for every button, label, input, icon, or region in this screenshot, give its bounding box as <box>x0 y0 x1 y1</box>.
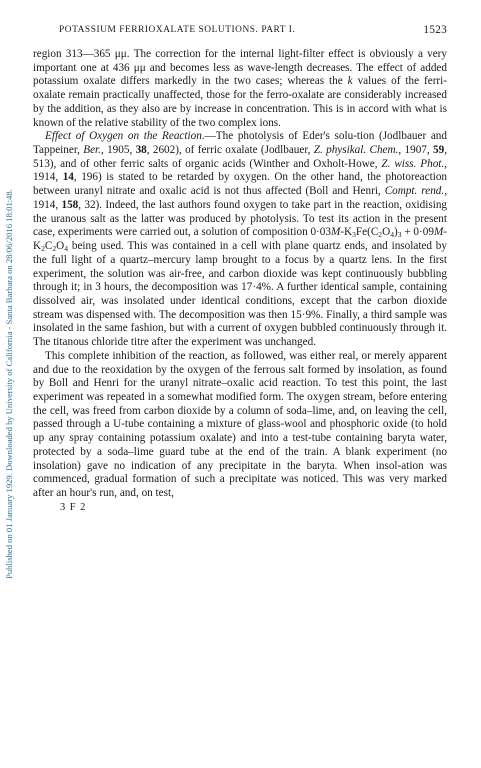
page-number: 1523 <box>423 24 447 36</box>
publication-note-text: Published on 01 January 1929. Downloaded by University of California - Santa Barbara on 28/06/2016 18:01:48. <box>4 189 14 579</box>
paragraph-3: This complete inhibition of the reaction, as followed, was either real, or merely apparent and due to the reoxidation by the oxygen of the ferrous salt formed by insolation, as found by Boll and Henri for the uranyl nitrate–oxalic acid reaction. To test this point, the last experiment was repeated in a somewhat modified form. The oxygen stream, before entering the cell, was freed from carbon dioxide by a column of soda–lime, and, on leaving the cell, passed through a U-tube containing a mixture of glass-wool and phosphoric oxide (to hold up any spray containing potassium oxalate) and into a test-tube containing baryta water, protected by a soda–lime guard tube at the end of the train. A blank experiment (no insolation) gave no indication of any precipitate in the baryta. When insol-ation was commenced, gradual formation of such a precipitate was noticed. This was very marked after an hour's run, and, on test, <box>33 349 447 499</box>
journal-page <box>33 22 447 514</box>
publication-note <box>2 14 16 754</box>
paragraph-2: Effect of Oxygen on the Reaction.—The photolysis of Eder's solu-tion (Jodlbauer and Tappeiner, Ber., 1905, 38, 2602), of ferric oxalate (Jodlbauer, Z. physikal. Chem., 1907, 59, 513), and of other ferric salts of organic acids (Winther and Oxholt-Howe, Z. wiss. Phot., 1914, 14, 196) is stated to be retarded by oxygen. On the other hand, the photoreaction between uranyl nitrate and oxalic acid is not thus affected (Boll and Henri, Compt. rend., 1914, 158, 32). Indeed, the last authors found oxygen to take part in the reaction, oxidising the uranous salt as the latter was produced by photolysis. To test its action in the present case, experiments were carried out, a solution of composition $0\cdot 03M-K_3Fe(C_2O_4)_3 + 0\cdot 09M-K_2C_2O_4$ being used. This was contained in a cell with plane quartz ends, and insolated by the full light of a quartz–mercury lamp brought to a focus by a quartz lens. In the first experiment, the solution was air-free, and carbon dioxide was kept continuously bubbling through it; in 3 hours, the decomposition was 17·4%. A further identical sample, containing dissolved air, was insolated under identical conditions, except that the carbon dioxide stream was dispensed with. The decomposition was then 15·9%. Finally, a third sample was insolated in the same fashion, but with a current of oxygen bubbled continuously through it. The titanous chloride titre after the experiment was unchanged. <box>33 130 448 349</box>
running-title: POTASSIUM FERRIOXALATE SOLUTIONS. PART I. <box>59 25 296 35</box>
signature-mark: 3 F 2 <box>60 501 87 513</box>
article-body <box>33 48 447 501</box>
running-header <box>33 22 447 38</box>
paragraph-1: region 313—365 μμ. The correction for the internal light-filter effect is obviously a very important one at 436 μμ and becomes less as wave-length decreases. The effect of added potassium oxalate differs markedly in the two cases; whereas the k values of the ferri-oxalate remain practically unaffected, those for the ferro-oxalate are considerably increased by the addition, as they also are by increase in concentration. This is in accord with what is known of the relative stability of the two complex ions. <box>33 48 447 129</box>
